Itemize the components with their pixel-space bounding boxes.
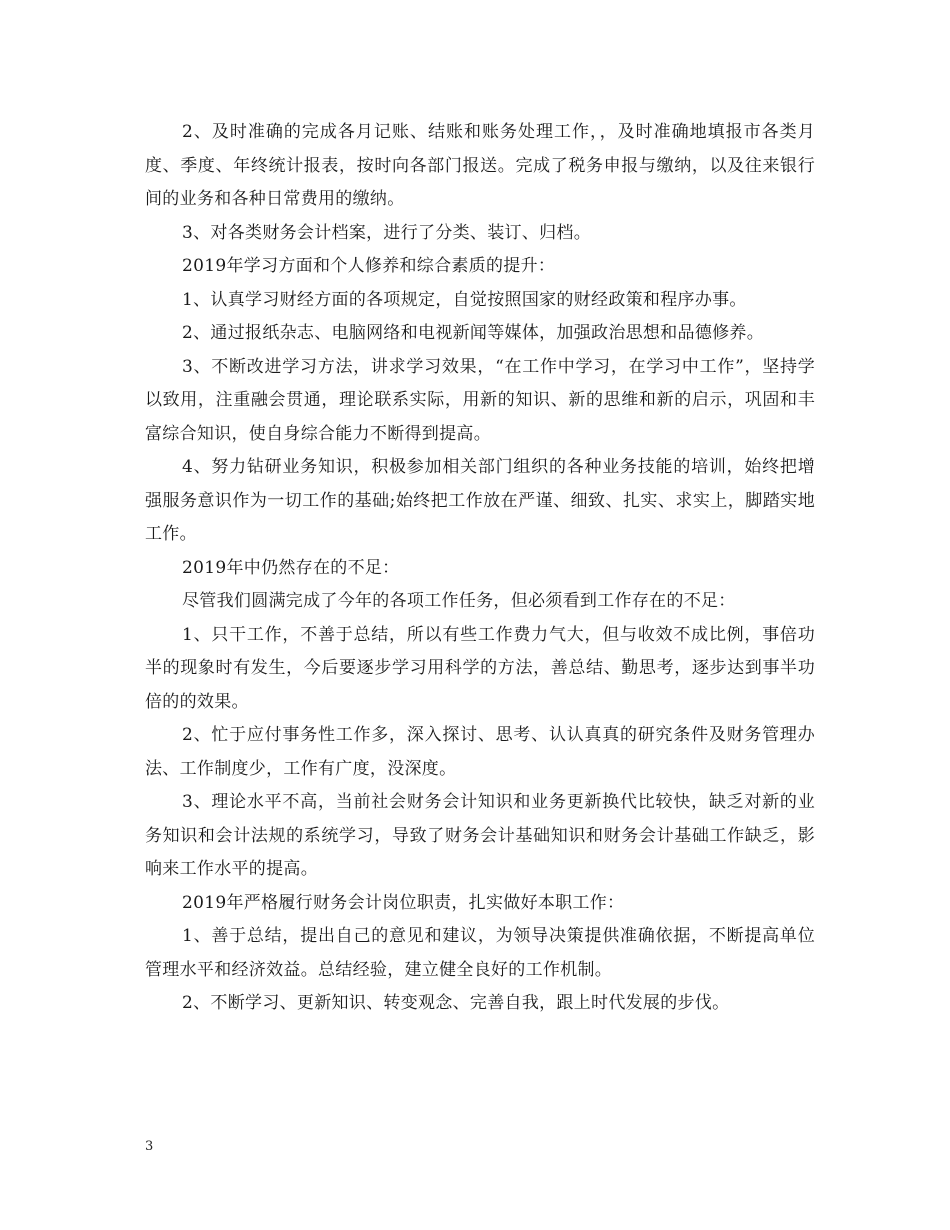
- paragraph: 3、对各类财务会计档案，进行了分类、装订、归档。: [182, 222, 592, 243]
- paragraph: 2、忙于应付事务性工作多，深入探讨、思考、认认真真的研究条件及财务管理办法、工作制度少，工作有广度，没深度。: [145, 725, 815, 779]
- section-heading: 2019年中仍然存在的不足：: [182, 557, 400, 578]
- paragraph: 2、不断学习、更新知识、转变观念、完善自我，跟上时代发展的步伐。: [182, 993, 730, 1013]
- section-heading: 2019年严格履行财务会计岗位职责，扎实做好本职工作：: [182, 892, 625, 913]
- document-body: [145, 116, 815, 1021]
- paragraph: 2、通过报纸杂志、电脑网络和电视新闻等媒体，加强政治思想和品德修养。: [182, 323, 765, 343]
- paragraph: 3、理论水平不高，当前社会财务会计知识和业务更新换代比较快，缺乏对新的业务知识和会计法规的系统学习，导致了财务会计基础知识和财务会计基础工作缺乏，影响来工作水平的提高。: [145, 792, 815, 879]
- paragraph: 3、不断改进学习方法，讲求学习效果，“在工作中学习，在学习中工作”，坚持学以致用，注重融会贯通，理论联系实际，用新的知识、新的思维和新的启示，巩固和丰富综合知识，使自身综合能力不断得到提高。: [145, 356, 815, 444]
- paragraph: 1、只干工作，不善于总结，所以有些工作费力气大，但与收效不成比例，事倍功半的现象时有发生，今后要逐步学习用科学的方法，善总结、勤思考，逐步达到事半功倍的的效果。: [145, 624, 815, 712]
- page-number: 3: [145, 1139, 154, 1154]
- paragraph: 1、认真学习财经方面的各项规定，自觉按照国家的财经政策和程序办事。: [182, 289, 747, 310]
- paragraph: 2、及时准确的完成各月记账、结账和账务处理工作，，及时准确地填报市各类月度、季度、年终统计报表，按时向各部门报送。完成了税务申报与缴纳，以及往来银行间的业务和各种日常费用的缴纳。: [145, 122, 815, 209]
- section-heading: 2019年学习方面和个人修养和综合素质的提升：: [182, 256, 556, 276]
- paragraph: 尽管我们圆满完成了今年的各项工作任务，但必须看到工作存在的不足：: [182, 591, 736, 611]
- paragraph: 1、善于总结，提出自己的意见和建议，为领导决策提供准确依据，不断提高单位管理水平和经济效益。总结经验，建立健全良好的工作机制。: [145, 926, 815, 980]
- paragraph: 4、努力钻研业务知识，积极参加相关部门组织的各种业务技能的培训，始终把增强服务意识作为一切工作的基础;始终把工作放在严谨、细致、扎实、求实上，脚踏实地工作。: [145, 457, 815, 544]
